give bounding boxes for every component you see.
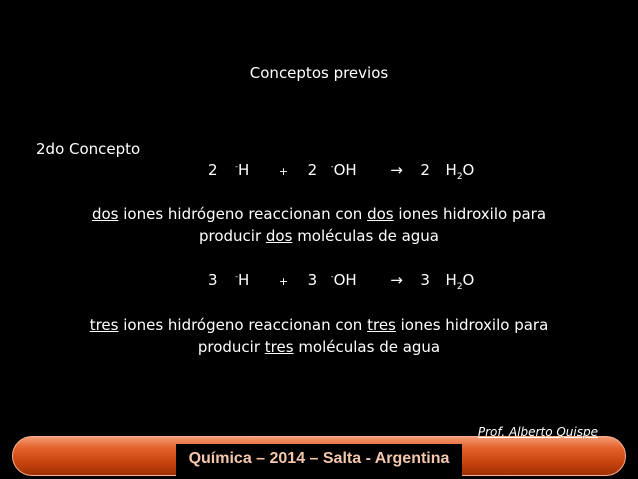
- coefficient: 2: [208, 161, 218, 179]
- highlighted-word: dos: [367, 205, 394, 223]
- text-fragment: moléculas de agua: [292, 227, 440, 245]
- text-fragment: moléculas de agua: [293, 338, 441, 356]
- text-fragment: iones hidroxilo para: [393, 205, 547, 223]
- charge-sign: -: [330, 272, 334, 281]
- coefficient: 2: [307, 161, 318, 179]
- plus-sign: +: [278, 165, 289, 178]
- coefficient: 3: [307, 271, 318, 289]
- coefficient: 2: [420, 161, 430, 179]
- explanation-paragraph-1: [0, 203, 638, 247]
- paragraph-line: [0, 314, 638, 336]
- product-symbol: O: [462, 271, 475, 289]
- explanation-paragraph-2: [0, 314, 638, 358]
- author-credit: Prof. Alberto Quispe: [477, 425, 598, 439]
- paragraph-line: [0, 203, 638, 225]
- subscript: 2: [456, 282, 463, 292]
- highlighted-word: tres: [367, 316, 396, 334]
- ion-symbol: H: [238, 161, 250, 179]
- slide-title: Conceptos previos: [249, 64, 389, 82]
- equation-2: [208, 270, 474, 293]
- highlighted-word: tres: [264, 338, 294, 356]
- ion-symbol: OH: [333, 161, 357, 179]
- concept-label: 2do Concepto: [36, 140, 141, 158]
- paragraph-line: [0, 225, 638, 247]
- arrow-icon: →: [390, 161, 403, 179]
- plus-sign: +: [278, 275, 289, 288]
- footer-text: Química – 2014 – Salta - Argentina: [188, 450, 450, 467]
- product-symbol: O: [462, 161, 475, 179]
- charge-sign: -: [235, 272, 238, 281]
- highlighted-word: tres: [89, 316, 119, 334]
- product-symbol: H: [445, 271, 457, 289]
- highlighted-word: dos: [265, 227, 293, 245]
- charge-sign: -: [330, 162, 334, 171]
- text-fragment: producir: [197, 338, 265, 356]
- highlighted-word: dos: [91, 205, 119, 223]
- coefficient: 3: [420, 271, 430, 289]
- text-fragment: producir: [198, 227, 266, 245]
- subscript: 2: [456, 172, 463, 182]
- coefficient: 3: [208, 271, 218, 289]
- text-fragment: iones hidrógeno reaccionan con: [118, 205, 368, 223]
- charge-sign: -: [235, 162, 238, 171]
- ion-symbol: OH: [333, 271, 357, 289]
- product-symbol: H: [445, 161, 457, 179]
- text-fragment: iones hidrógeno reaccionan con: [118, 316, 368, 334]
- ion-symbol: H: [238, 271, 250, 289]
- paragraph-line: [0, 336, 638, 358]
- equation-1: [208, 160, 474, 183]
- text-fragment: iones hidroxilo para: [395, 316, 549, 334]
- arrow-icon: →: [390, 271, 403, 289]
